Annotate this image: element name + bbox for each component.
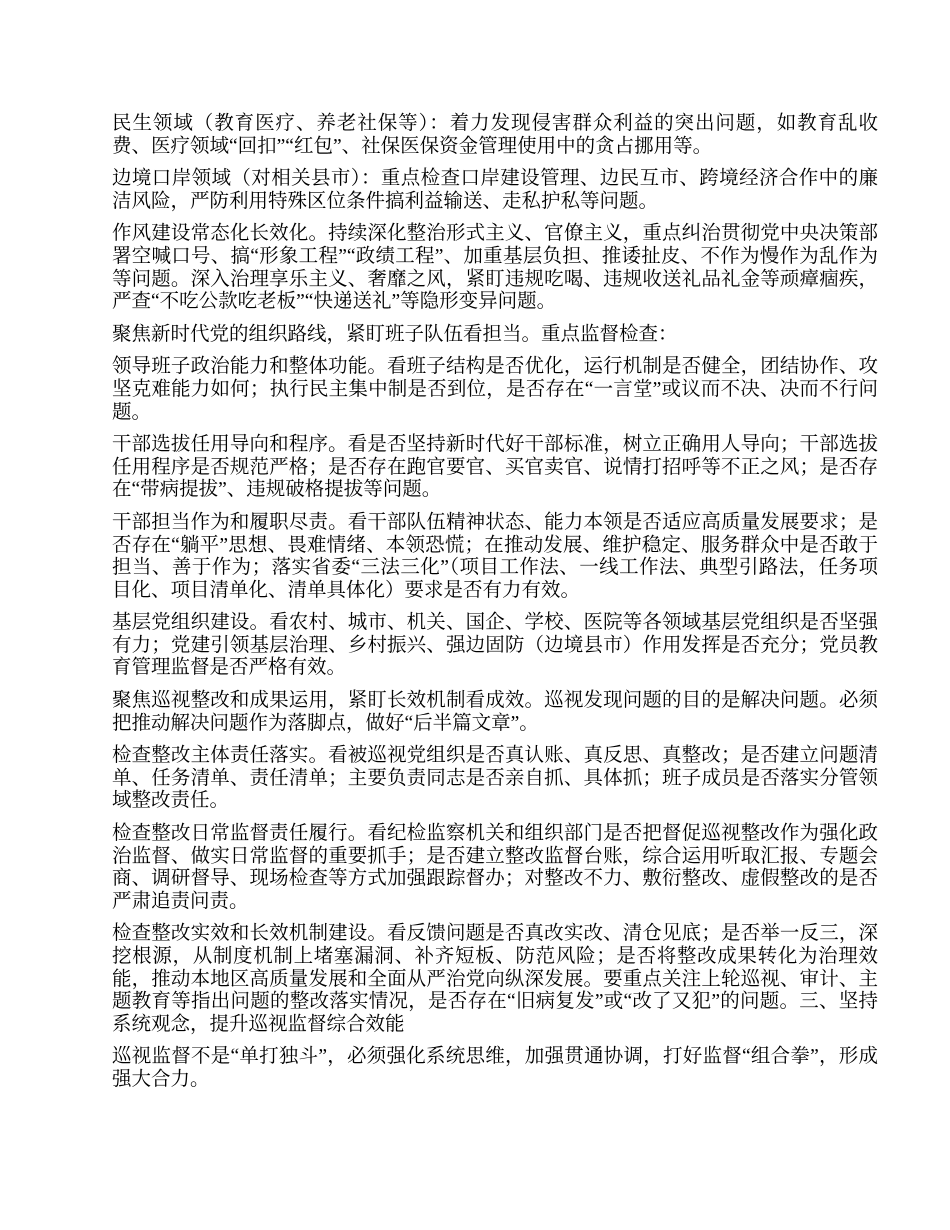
paragraph: 民生领域（教育医疗、养老社保等）：着力发现侵害群众利益的突出问题，如教育乱收费、医疗领域“回扣”“红包”、社保医保资金管理使用中的贪占挪用等。 — [112, 113, 878, 157]
paragraph: 干部选拔任用导向和程序。看是否坚持新时代好干部标准，树立正确用人导向；干部选拔任用程序是否规范严格；是否存在跑官要官、买官卖官、说情打招呼等不正之风；是否存在“带病提拔”、违规破格提拔等问题。 — [112, 434, 878, 501]
paragraph: 干部担当作为和履职尽责。看干部队伍精神状态、能力本领是否适应高质量发展要求；是否存在“躺平”思想、畏难情绪、本领恐慌；在推动发展、维护稳定、服务群众中是否敢于担当、善于作为；落实省委“三法三化”（项目工作法、一线工作法、典型引路法，任务项目化、项目清单化、清单具体化）要求是否有力有效。 — [112, 511, 878, 601]
paragraph: 领导班子政治能力和整体功能。看班子结构是否优化，运行机制是否健全，团结协作、攻坚克难能力如何；执行民主集中制是否到位，是否存在“一言堂”或议而不决、决而不行问题。 — [112, 356, 878, 423]
paragraph: 边境口岸领域（对相关县市）：重点检查口岸建设管理、边民互市、跨境经济合作中的廉洁风险，严防利用特殊区位条件搞利益输送、走私护私等问题。 — [112, 168, 878, 212]
paragraph: 巡视监督不是“单打独斗”，必须强化系统思维，加强贯通协调，打好监督“组合拳”，形成强大合力。 — [112, 1046, 878, 1090]
paragraph: 基层党组织建设。看农村、城市、机关、国企、学校、医院等各领域基层党组织是否坚强有力；党建引领基层治理、乡村振兴、强边固防（边境县市）作用发挥是否充分；党员教育管理监督是否严格有效。 — [112, 612, 878, 679]
paragraph: 检查整改实效和长效机制建设。看反馈问题是否真改实改、清仓见底；是否举一反三，深挖根源，从制度机制上堵塞漏洞、补齐短板、防范风险；是否将整改成果转化为治理效能，推动本地区高质量发展和全面从严治党向纵深发展。要重点关注上轮巡视、审计、主题教育等指出问题的整改落实情况，是否存在“旧病复发”或“改了又犯”的问题。三、坚持系统观念，提升巡视监督综合效能 — [112, 923, 878, 1035]
paragraph: 检查整改日常监督责任履行。看纪检监察机关和组织部门是否把督促巡视整改作为强化政治监督、做实日常监督的重要抓手；是否建立整改监督台账，综合运用听取汇报、专题会商、调研督导、现场检查等方式加强跟踪督办；对整改不力、敷衍整改、虚假整改的是否严肃追责问责。 — [112, 823, 878, 912]
paragraph: 作风建设常态化长效化。持续深化整治形式主义、官僚主义，重点纠治贯彻党中央决策部署空喊口号、搞“形象工程”“政绩工程”、加重基层负担、推诿扯皮、不作为慢作为乱作为等问题。深入治理享乐主义、奢靡之风，紧盯违规吃喝、违规收送礼品礼金等顽瘴痼疾，严查“不吃公款吃老板”“快递送礼”等隐形变异问题。 — [112, 223, 878, 313]
paragraph: 检查整改主体责任落实。看被巡视党组织是否真认账、真反思、真整改；是否建立问题清单、任务清单、责任清单；主要负责同志是否亲自抓、具体抓；班子成员是否落实分管领域整改责任。 — [112, 745, 878, 812]
paragraph: 聚焦新时代党的组织路线，紧盯班子队伍看担当。重点监督检查： — [112, 323, 678, 345]
paragraph: 聚焦巡视整改和成果运用，紧盯长效机制看成效。巡视发现问题的目的是解决问题。必须把推动解决问题作为落脚点，做好“后半篇文章”。 — [112, 690, 878, 734]
